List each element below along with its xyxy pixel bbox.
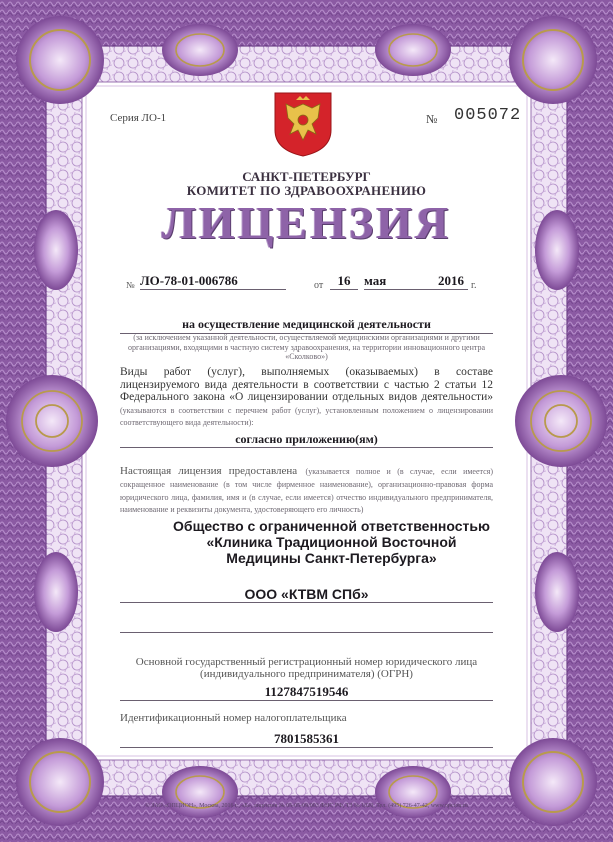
date-month-line <box>364 272 434 290</box>
date-day: 16 <box>337 273 351 288</box>
licensee-intro <box>120 464 493 515</box>
printer-note: © ЗАО «ОПЦИОН», Москва, 2016 г., «Б», лицензия № 05-05-09/003 ФНС РФ, ТЗ № 1020, Тел. (495) 726-47-42, www.opcion.ru <box>145 803 468 809</box>
date-from-label: от <box>314 280 324 291</box>
number-sign: № <box>426 112 438 126</box>
date-year: 2016 <box>438 273 464 288</box>
ogrn-label: Основной государственный регистрационный номер юридического лица (индивидуального предпринимателя) (ОГРН) <box>135 656 478 680</box>
year-suffix: г. <box>471 280 477 291</box>
ogrn-value: 1127847519546 <box>120 684 493 701</box>
issuer-committee: КОМИТЕТ ПО ЗДРАВООХРАНЕНИЮ <box>186 183 427 198</box>
works-value: согласно приложению(ям) <box>120 432 493 448</box>
granted-note: (указывается полное и (в случае, если имеется) сокращенное наименование (в том числе фирменное наименование), организационно-правовая форма юридического лица, фамилия, имя и (в случае, если имеется) отчество индивидуального предпринимателя, наименование и реквизиты документа, удостоверяющего его личность) <box>120 467 494 514</box>
separator-line <box>120 632 493 633</box>
license-number: ЛО-78-01-006786 <box>140 273 238 288</box>
licensee-short-name: ООО «КТВМ СПб» <box>244 586 369 602</box>
document-title: ЛИЦЕНЗИЯ <box>161 197 452 248</box>
date-month: мая <box>364 273 387 288</box>
date-day-line <box>330 272 358 290</box>
works-intro-text: Виды работ (услуг), выполняемых (оказываемых) в составе лицензируемого вида деятельности в соответствии с частью 2 статьи 12 Федерального закона «О лицензировании отдельных видов деятельности» <box>120 366 493 403</box>
activity-note: (за исключением указанной деятельности, осуществляемой медицинскими организациями и другими организациями, входящими в частную систему здравоохранения, на территории инновационного центра «Сколково») <box>127 333 486 361</box>
activity-title: на осуществление медицинской деятельности <box>120 317 493 334</box>
inn-value: 7801585361 <box>120 731 493 748</box>
granted-intro: Настоящая лицензия предоставлена <box>120 465 298 477</box>
form-number: 005072 <box>454 106 522 125</box>
licensee-full-name: Общество с ограниченной ответственностью «Клиника Традиционной Восточной Медицины Санкт-Петербурга» <box>173 518 490 566</box>
inn-label: Идентификационный номер налогоплательщика <box>120 712 347 724</box>
series-label: Серия ЛО-1 <box>110 112 167 124</box>
issuer-city: САНКТ-ПЕТЕРБУРГ <box>242 169 371 184</box>
coat-of-arms-icon <box>272 90 334 158</box>
works-intro-note: (указываются в соответствии с перечнем работ (услуг), установленным положением о лицензировании соответствующего вида деятельности): <box>120 405 493 427</box>
date-year-line <box>434 272 468 290</box>
license-number-line <box>140 272 286 290</box>
works-intro <box>120 366 493 429</box>
separator-line <box>120 602 493 603</box>
license-number-sign: № <box>126 280 135 290</box>
